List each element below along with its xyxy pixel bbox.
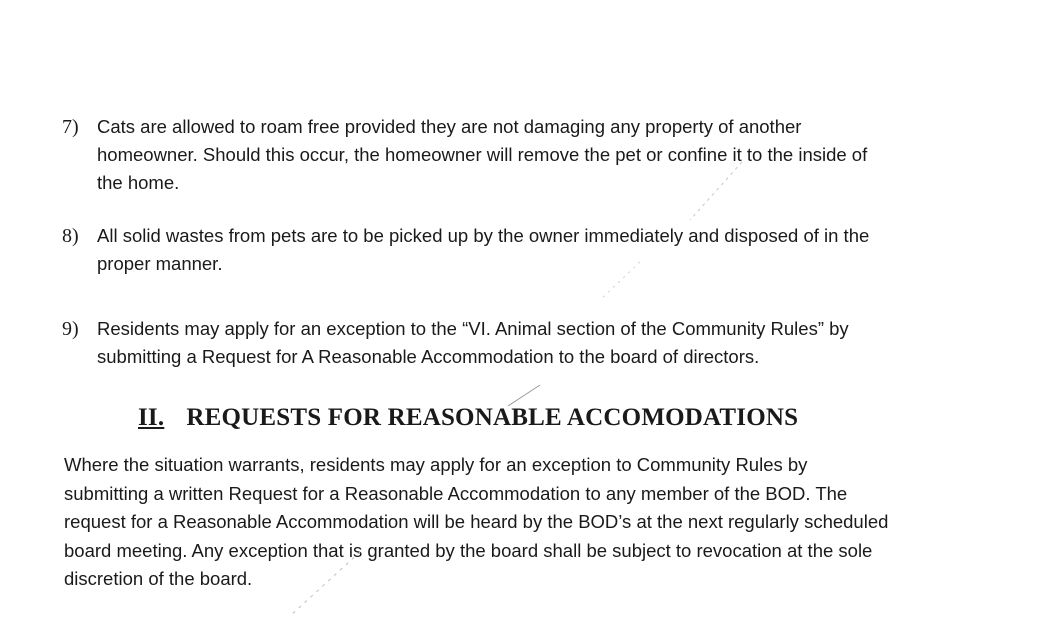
rule-item-line: submitting a Request for A Reasonable Accommodation to the board of directors. (97, 346, 760, 367)
rule-item-number: 8) (62, 225, 79, 247)
paragraph-line: submitting a written Request for a Reasonable Accommodation to any member of the BOD. The (64, 482, 848, 504)
rule-item-text (97, 222, 962, 278)
section-paragraph (64, 451, 984, 594)
section-number: II. (138, 404, 165, 431)
section-heading (138, 404, 798, 432)
paragraph-line: board meeting. Any exception that is granted by the board shall be subject to revocation at the sole (64, 539, 873, 561)
rule-item-line: Cats are allowed to roam free provided they are not damaging any property of another (97, 116, 802, 137)
rule-item-line: Residents may apply for an exception to the “VI. Animal section of the Community Rules” by (97, 318, 849, 339)
rule-item-number: 9) (62, 318, 79, 340)
rule-item-text (97, 113, 962, 197)
rule-item-text (97, 315, 962, 371)
rule-item-line: homeowner. Should this occur, the homeowner will remove the pet or confine it to the inside of (97, 144, 868, 165)
paragraph-line: discretion of the board. (64, 568, 253, 589)
rule-item-8 (62, 222, 962, 278)
rule-item-9 (62, 315, 962, 371)
rule-item-7 (62, 113, 962, 197)
paragraph-line: request for a Reasonable Accommodation will be heard by the BOD’s at the next regularly scheduled (64, 511, 889, 532)
rule-item-line: the home. (97, 172, 180, 193)
paragraph-line: Where the situation warrants, residents may apply for an exception to Community Rules by (64, 454, 808, 475)
rule-item-line: All solid wastes from pets are to be picked up by the owner immediately and disposed of in the (97, 225, 870, 246)
section-title: REQUESTS FOR REASONABLE ACCOMODATIONS (186, 404, 799, 431)
rule-item-number: 7) (62, 116, 79, 138)
rule-item-line: proper manner. (97, 253, 223, 274)
